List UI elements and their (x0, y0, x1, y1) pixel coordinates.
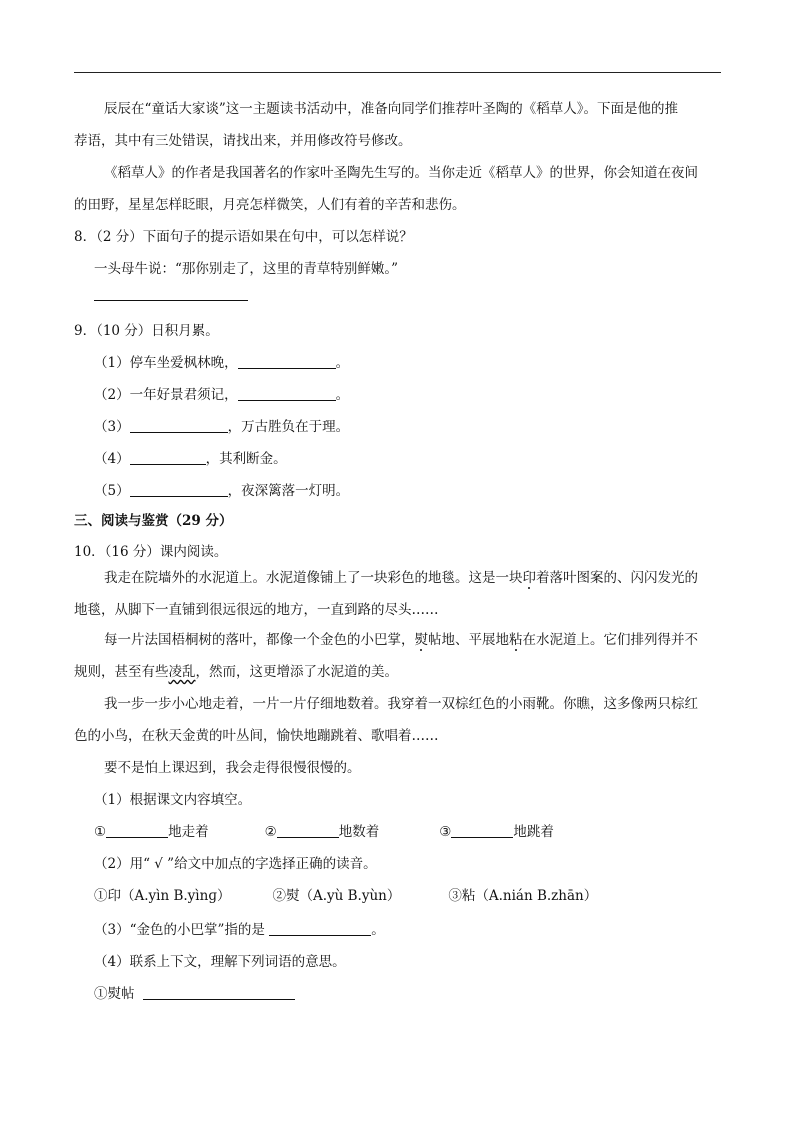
passage-text: 着落叶图案的、闪闪发光的 (536, 570, 698, 586)
recommendation-line: 《稻草人》的作者是我国著名的作家叶圣陶先生写的。当你走近《稻草人》的世界，你会知道在夜间 (104, 165, 698, 181)
answer-blank[interactable] (143, 985, 295, 1000)
passage-text: 规则，甚至有些 (74, 664, 169, 680)
answer-blank[interactable] (238, 386, 336, 401)
answer-blank-q8[interactable] (94, 285, 248, 305)
passage-line: 我一步一步小心地走着，一片一片仔细地数着。我穿着一双棕红色的小雨靴。你瞧，这多像两只棕红 (104, 696, 698, 712)
item-number: ② (264, 824, 277, 840)
item-text: 停车坐爱枫林晚， (129, 355, 238, 371)
q9-item-4 (94, 449, 287, 469)
item-text: 。 (335, 355, 350, 371)
passage-text: 地、平展地 (441, 632, 509, 648)
subquestion-2-options (94, 886, 597, 906)
subquestion-text: （3）“金色的小巴掌”指的是 (94, 922, 265, 938)
dotted-char: 印 (522, 570, 536, 586)
section-heading: 三、阅读与鉴赏（29 分） (74, 513, 233, 529)
pronunciation-option[interactable]: ③粘（A.nián B.zhān） (448, 888, 598, 904)
item-text: ，夜深篱落一灯明。 (227, 483, 350, 499)
answer-blank[interactable] (238, 354, 336, 369)
item-text: ，其利断金。 (205, 451, 287, 467)
passage-text: 在水泥道上。它们排列得并不 (522, 632, 698, 648)
answer-blank[interactable] (130, 482, 228, 497)
item-text: 。 (335, 387, 350, 403)
answer-blank[interactable] (106, 823, 168, 838)
item-text: ①熨帖 (94, 986, 135, 1002)
item-number: （2） (94, 387, 130, 403)
subquestion-text: 。 (371, 922, 385, 938)
answer-blank[interactable] (130, 418, 228, 433)
question-10-title: 10．（16 分）课内阅读。 (74, 544, 228, 560)
passage-line: 要不是怕上课迟到，我会走得很慢很慢的。 (104, 760, 361, 776)
item-number: （1） (94, 355, 130, 371)
recommendation-line: 的田野，星星怎样眨眼，月亮怎样微笑，人们有着的辛苦和悲伤。 (74, 197, 466, 213)
intro-line: 辰辰在“童话大家谈”这一主题读书活动中，准备向同学们推荐叶圣陶的《稻草人》。下面是他的推 (104, 101, 679, 117)
answer-blank[interactable] (269, 921, 371, 936)
item-text: ，万古胜负在于理。 (227, 419, 350, 435)
item-text: 地跳着 (513, 824, 554, 840)
passage-text: 每一片法国梧桐树的落叶，都像一个金色的小巴掌， (104, 632, 415, 648)
pronunciation-option[interactable]: ②熨（A.yù B.yùn） (272, 888, 401, 904)
passage-text: 我走在院墙外的水泥道上。水泥道像铺上了一块彩色的地毯。这是一块 (104, 570, 523, 586)
q9-item-2 (94, 385, 349, 405)
intro-line: 荐语，其中有三处错误，请找出来，并用修改符号修改。 (74, 133, 412, 149)
pronunciation-option[interactable]: ①印（A.yìn B.yìnɡ） (94, 888, 231, 904)
subquestion-1-title: （1）根据课文内容填空。 (94, 792, 252, 808)
header-rule (74, 72, 721, 73)
dotted-char: 粘 (509, 632, 523, 648)
item-text: 地走着 (168, 824, 209, 840)
item-text: 地数着 (338, 824, 380, 840)
passage-line (104, 630, 698, 650)
answer-blank[interactable] (130, 450, 206, 465)
passage-text: ，然而，这更增添了水泥道的美。 (195, 664, 398, 680)
item-number: （3） (94, 419, 130, 435)
question-8-sentence: 一头母牛说：“那你别走了，这里的青草特别鲜嫩。” (94, 261, 399, 277)
item-number: （5） (94, 483, 130, 499)
q9-item-5 (94, 481, 349, 501)
subquestion-1-blanks (94, 822, 554, 842)
item-number: ③ (439, 824, 452, 840)
passage-line (104, 568, 698, 588)
answer-blank[interactable] (451, 823, 513, 838)
question-9-title: 9．（10 分）日积月累。 (74, 323, 219, 339)
q9-item-3 (94, 417, 349, 437)
wavy-underlined-word: 凌乱 (168, 664, 196, 680)
item-text: 一年好景君须记， (129, 387, 238, 403)
passage-line: 色的小鸟，在秋天金黄的叶丛间，愉快地蹦跳着、歌唱着…… (74, 728, 439, 744)
question-8-title: 8．（2 分）下面句子的提示语如果在句中，可以怎样说？ (74, 229, 413, 245)
subquestion-2-title: （2）用“ √ ”给文中加点的字选择正确的读音。 (94, 856, 377, 872)
q9-item-1 (94, 353, 349, 373)
subquestion-4-item (94, 984, 295, 1004)
subquestion-4-title: （4）联系上下文，理解下列词语的意思。 (94, 954, 346, 970)
subquestion-3 (94, 920, 385, 940)
passage-line (74, 662, 398, 682)
passage-line: 地毯，从脚下一直铺到很远很远的地方，一直到路的尽头…… (74, 602, 439, 618)
item-number: （4） (94, 451, 130, 467)
dotted-char: 熨 (414, 632, 428, 648)
item-number: ① (94, 824, 107, 840)
passage-text: 帖 (428, 632, 442, 648)
answer-blank[interactable] (277, 823, 339, 838)
